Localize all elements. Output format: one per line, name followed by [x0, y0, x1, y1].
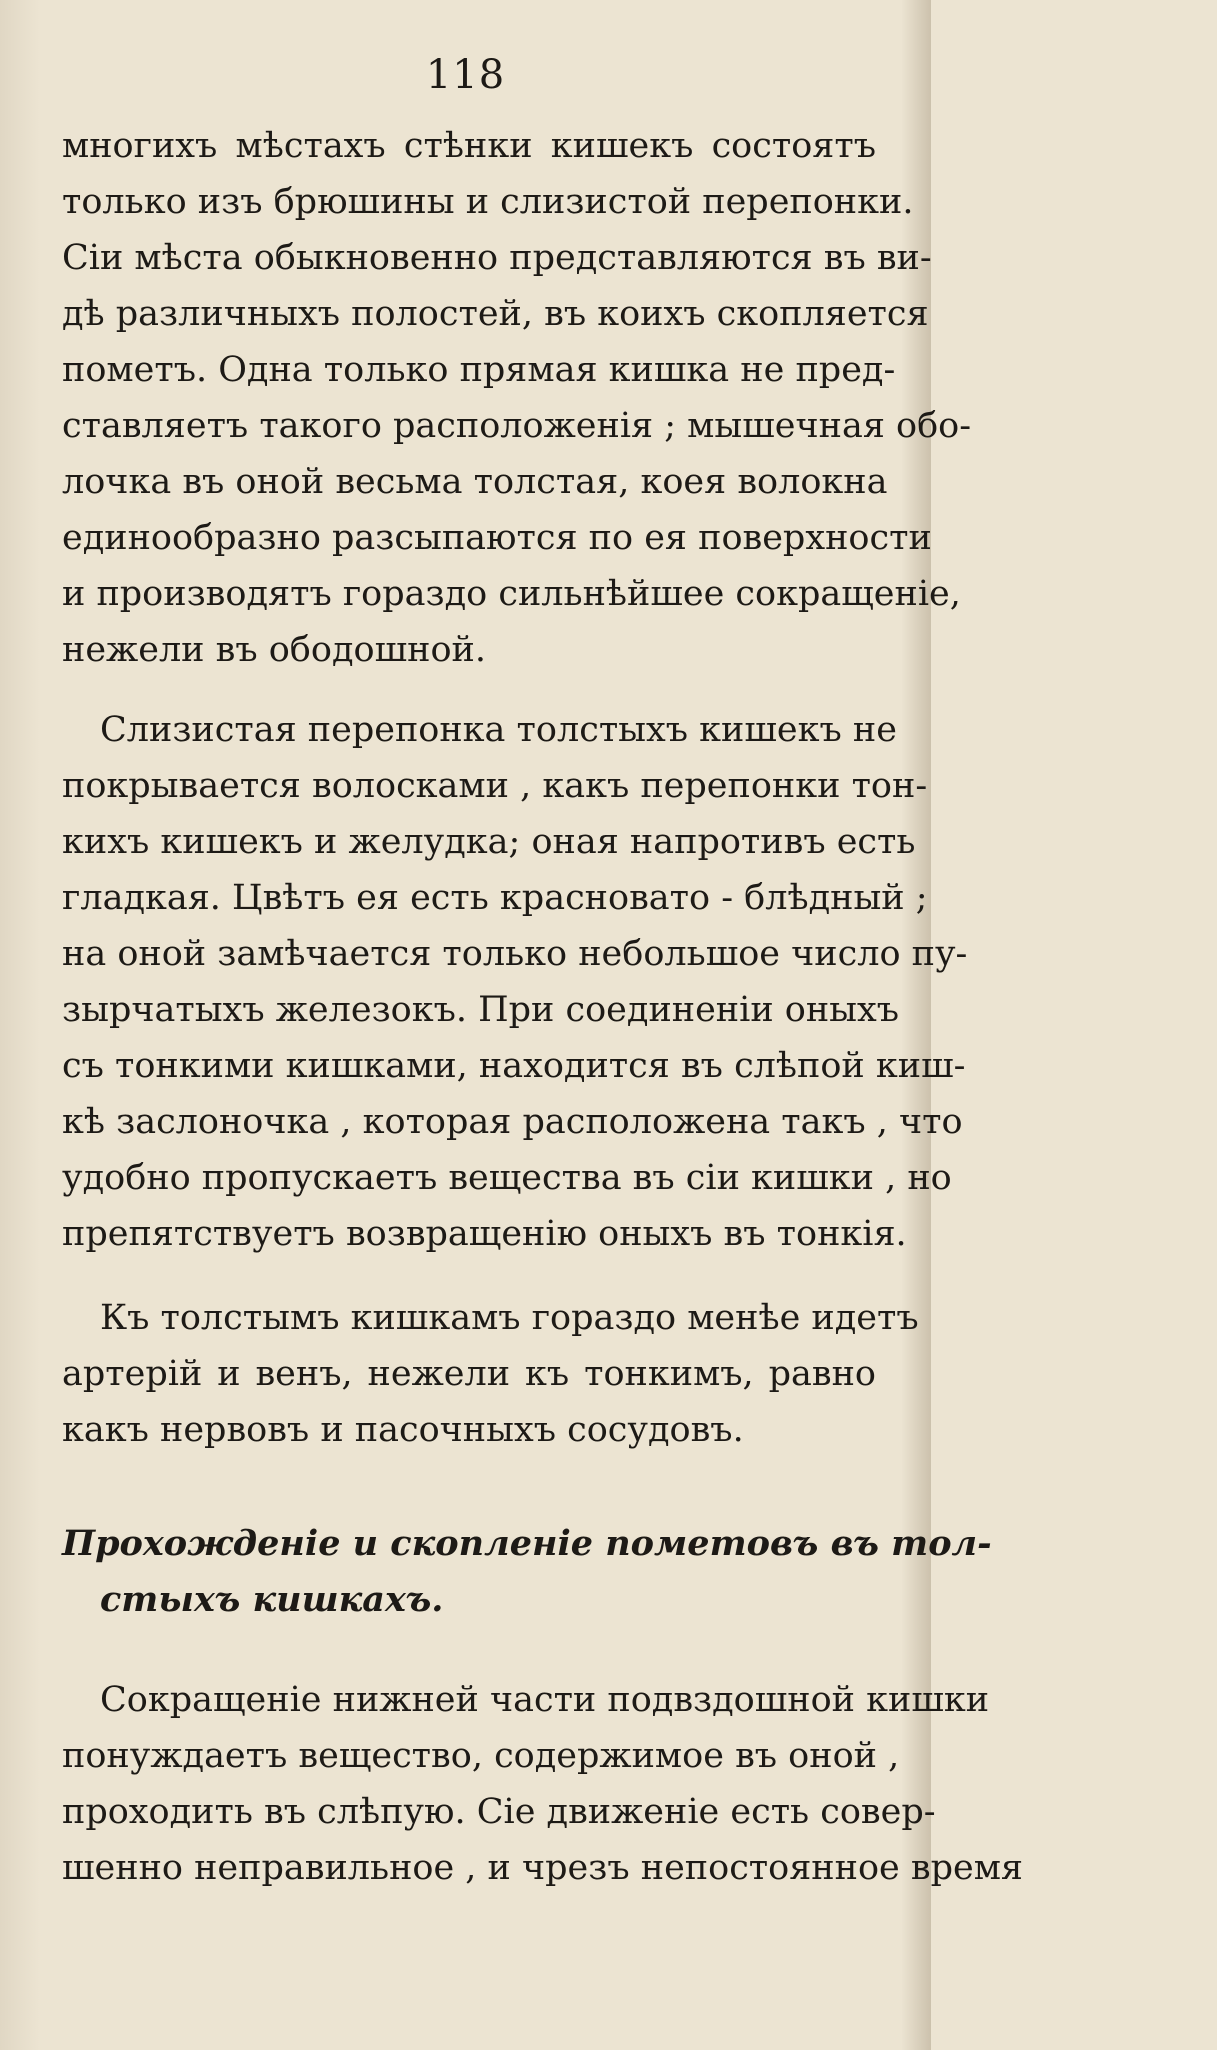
section-gap [62, 1628, 876, 1672]
text-line: лочка въ оной весьма толстая, коея волокна [62, 462, 888, 502]
text-line: Сокращеніе нижней части подвздошной кишки [100, 1680, 990, 1720]
paragraph [62, 118, 972, 678]
paragraph-gap [62, 678, 876, 702]
text-line: удобно пропускаетъ вещества въ сіи кишки , но [62, 1158, 952, 1198]
paragraph [62, 1672, 1023, 1896]
text-line: Сіи мѣста обыкновенно представляются въ ви- [62, 238, 932, 278]
heading-line: стыхъ кишкахъ. [100, 1579, 444, 1620]
text-line: препятствуетъ возвращенію оныхъ въ тонкія. [62, 1214, 907, 1254]
text-line: Слизистая перепонка толстыхъ кишекъ не [100, 710, 897, 750]
text-line: единообразно разсыпаются по ея поверхности [62, 518, 932, 558]
text-line: и производятъ гораздо сильнѣйшее сокращеніе, [62, 574, 961, 614]
section-gap [62, 1458, 876, 1516]
section-heading [62, 1516, 992, 1628]
text-line: шенно неправильное , и чрезъ непостоянное время [62, 1848, 1023, 1888]
heading-line: Прохожденіе и скопленіе пометовъ въ тол- [62, 1523, 992, 1564]
text-line: дѣ различныхъ полостей, въ коихъ скопляется [62, 294, 929, 334]
page-text [62, 118, 1023, 1896]
text-line: только изъ брюшины и слизистой перепонки. [62, 182, 914, 222]
page-number: 118 [425, 52, 506, 98]
text-line: зырчатыхъ железокъ. При соединеніи оныхъ [62, 990, 900, 1030]
text-line: Къ толстымъ кишкамъ гораздо менѣе идетъ [100, 1298, 919, 1338]
text-line: на оной замѣчается только небольшое число пу- [62, 934, 968, 974]
text-line: артерій и венъ, нежели къ тонкимъ, равно [62, 1354, 876, 1394]
text-line: пометъ. Одна только прямая кишка не пред- [62, 350, 896, 390]
text-line: кѣ заслоночка , которая расположена такъ , что [62, 1102, 963, 1142]
paragraph [62, 702, 968, 1262]
paragraph [62, 1290, 919, 1458]
text-line: нежели въ ободошной. [62, 630, 486, 670]
text-line: покрывается волосками , какъ перепонки тон- [62, 766, 928, 806]
text-line: гладкая. Цвѣтъ ея есть красновато - блѣдный ; [62, 878, 928, 918]
text-line: проходить въ слѣпую. Сіе движеніе есть совер- [62, 1792, 936, 1832]
text-line: многихъ мѣстахъ стѣнки кишекъ состоятъ [62, 126, 876, 166]
text-line: кихъ кишекъ и желудка; оная напротивъ есть [62, 822, 916, 862]
text-line: ставляетъ такого расположенія ; мышечная обо- [62, 406, 972, 446]
text-line: съ тонкими кишками, находится въ слѣпой киш- [62, 1046, 966, 1086]
text-line: понуждаетъ вещество, содержимое въ оной , [62, 1736, 900, 1776]
text-line: какъ нервовъ и пасочныхъ сосудовъ. [62, 1410, 744, 1450]
paragraph-gap [62, 1262, 876, 1290]
